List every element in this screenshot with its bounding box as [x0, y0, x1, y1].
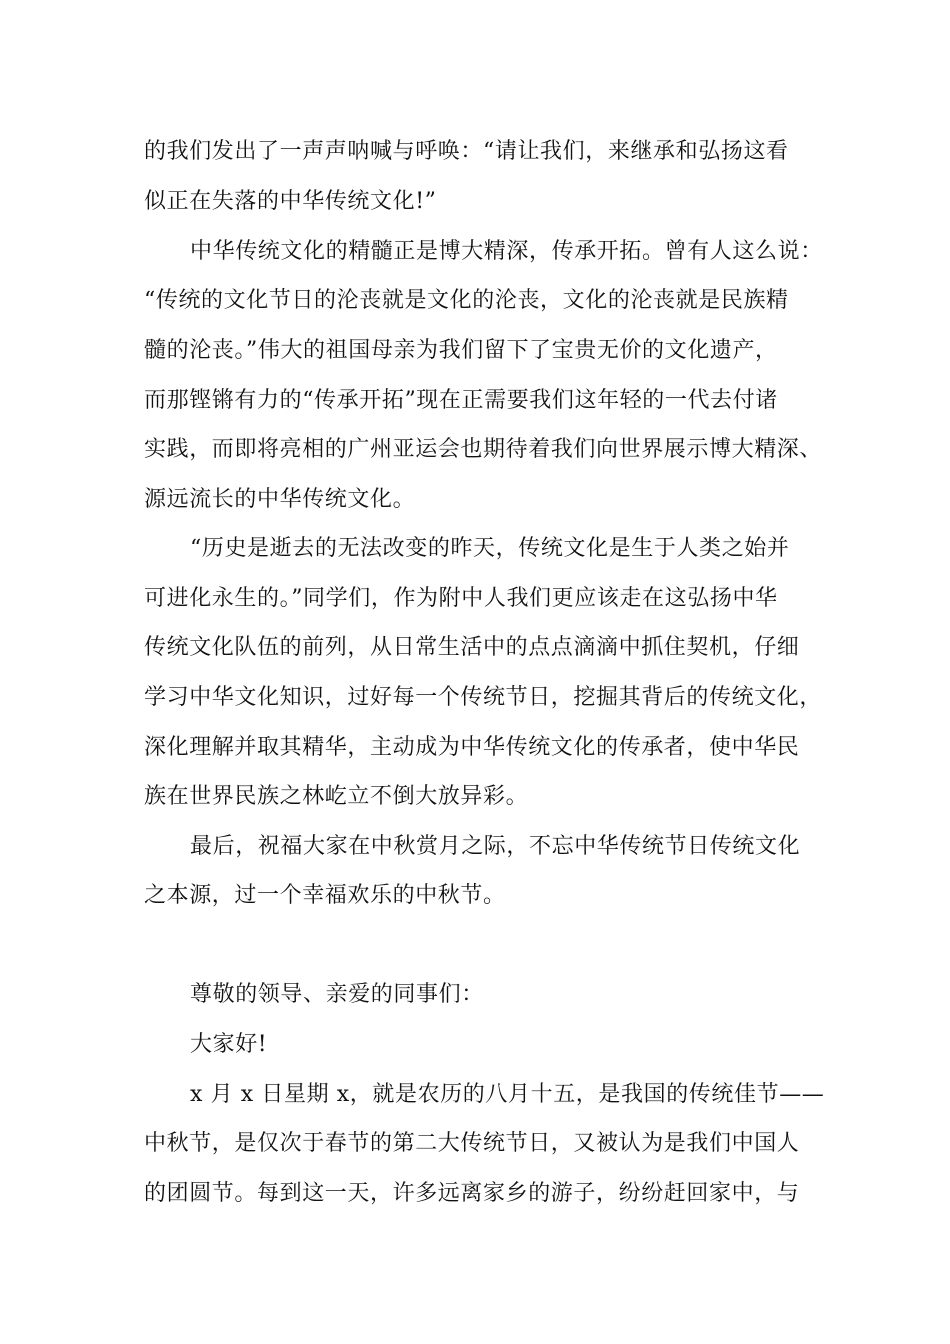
text-line: x 月 x 日星期 x，就是农历的八月十五，是我国的传统佳节——: [190, 1082, 825, 1107]
text-line: “历史是逝去的无法改变的昨天，传统文化是生于人类之始并: [190, 536, 790, 561]
text-line: “传统的文化节日的沦丧就是文化的沦丧，文化的沦丧就是民族精: [144, 288, 789, 313]
text-line: 髓的沦丧。”伟大的祖国母亲为我们留下了宝贵无价的文化遗产，: [144, 338, 778, 363]
salutation: 尊敬的领导、亲爱的同事们：: [190, 982, 484, 1007]
text-line: 学习中华文化知识，过好每一个传统节日，挖掘其背后的传统文化，: [144, 685, 823, 710]
text-line: 源远流长的中华传统文化。: [144, 487, 416, 512]
text-line: 最后，祝福大家在中秋赏月之际，不忘中华传统节日传统文化: [190, 834, 801, 859]
text-line: 实践，而即将亮相的广州亚运会也期待着我们向世界展示博大精深、: [144, 437, 823, 462]
text-line: 中秋节，是仅次于春节的第二大传统节日，又被认为是我们中国人: [144, 1131, 800, 1156]
text-line: 深化理解并取其精华，主动成为中华传统文化的传承者，使中华民: [144, 735, 800, 760]
greeting: 大家好!: [190, 1032, 268, 1057]
text-line: 的我们发出了一声声呐喊与呼唤：“请让我们，来继承和弘扬这看: [144, 139, 789, 164]
text-line: 的团圆节。每到这一天，许多远离家乡的游子，纷纷赶回家中，与: [144, 1181, 800, 1206]
text-line: 中华传统文化的精髓正是博大精深，传承开拓。曾有人这么说：: [190, 239, 823, 264]
text-line: 之本源，过一个幸福欢乐的中秋节。: [144, 883, 506, 908]
text-line: 可进化永生的。”同学们，作为附中人我们更应该走在这弘扬中华: [144, 586, 778, 611]
text-line: 似正在失落的中华传统文化!”: [144, 189, 437, 214]
text-line: 传统文化队伍的前列，从日常生活中的点点滴滴中抓住契机，仔细: [144, 635, 800, 660]
text-line: 族在世界民族之林屹立不倒大放异彩。: [144, 784, 529, 809]
text-line: 而那铿锵有力的“传承开拓”现在正需要我们这年轻的一代去付诸: [144, 388, 778, 413]
